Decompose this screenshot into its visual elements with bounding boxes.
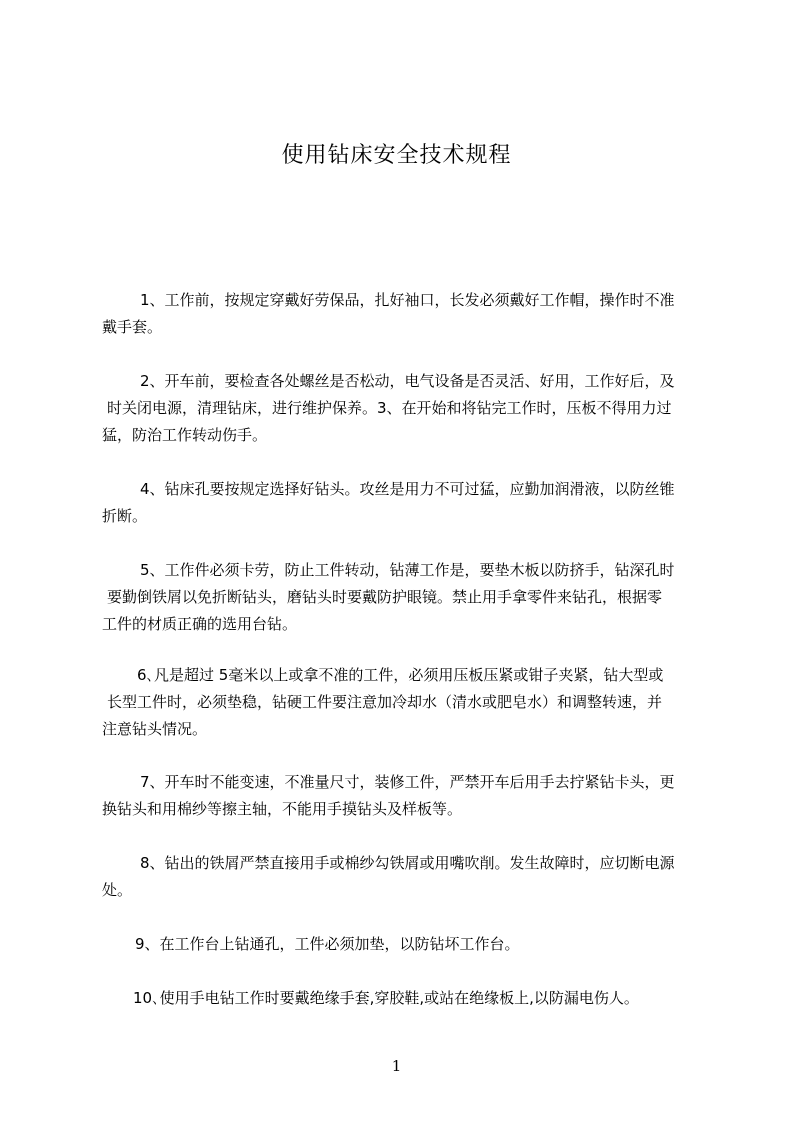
- paragraph-line: 戴手套。: [102, 318, 163, 336]
- paragraph-line: 换钻头和用棉纱等擦主轴，不能用手摸钻头及样板等。: [102, 800, 463, 818]
- paragraph-line: 注意钻头情况。: [102, 720, 208, 738]
- paragraph-line: 2、开车前，要检查各处螺丝是否松动，电气设备是否灵活、好用，工作好后，及: [140, 372, 675, 390]
- paragraph-line: 9、在工作台上钻通孔，工件必须加垫，以防钻坏工作台。: [135, 935, 520, 953]
- paragraph-line: 7、开车时不能变速，不准量尺寸，装修工件，严禁开车后用手去拧紧钻卡头，更: [140, 773, 675, 791]
- paragraph-line: 时关闭电源，清理钻床，进行维护保养。3、在开始和将钻完工作时，压板不得用力过: [107, 399, 672, 417]
- paragraph-line: 5、工作件必须卡劳，防止工件转动，钻薄工作是，要垫木板以防挤手，钻深孔时: [140, 561, 675, 579]
- paragraph-line: 猛，防治工作转动伤手。: [102, 426, 268, 444]
- page-title: 使用钻床安全技术规程: [281, 143, 512, 168]
- paragraph-line: 处。: [102, 881, 133, 899]
- paragraph-line: 工件的材质正确的选用台钻。: [102, 615, 298, 633]
- paragraph-line: 6､凡是超过 5毫米以上或拿不准的工件，必须用压板压紧或钳子夹紧，钻大型或: [137, 666, 664, 684]
- paragraph-line: 长型工件时，必须垫稳，钻硬工件要注意加冷却水（清水或肥皂水）和调整转速，并: [107, 693, 663, 711]
- page-number: 1: [391, 1057, 402, 1075]
- paragraph-line: 4、钻床孔要按规定选择好钻头。攻丝是用力不可过猛，应勤加润滑液，以防丝锥: [140, 480, 675, 498]
- paragraph-line: 折断。: [102, 507, 148, 525]
- paragraph-line: 要勤倒铁屑以免折断钻头，磨钻头时要戴防护眼镜。禁止用手拿零件来钻孔，根据零: [107, 588, 663, 606]
- paragraph-line: 10､使用手电钻工作时要戴绝缘手套,穿胶鞋,或站在绝缘板上,以防漏电伤人。: [133, 989, 639, 1007]
- paragraph-line: 1、工作前，按规定穿戴好劳保品，扎好袖口，长发必须戴好工作帽，操作时不准: [140, 291, 675, 309]
- paragraph-line: 8、钻出的铁屑严禁直接用手或棉纱勾铁屑或用嘴吹削。发生故障时，应切断电源: [140, 854, 675, 872]
